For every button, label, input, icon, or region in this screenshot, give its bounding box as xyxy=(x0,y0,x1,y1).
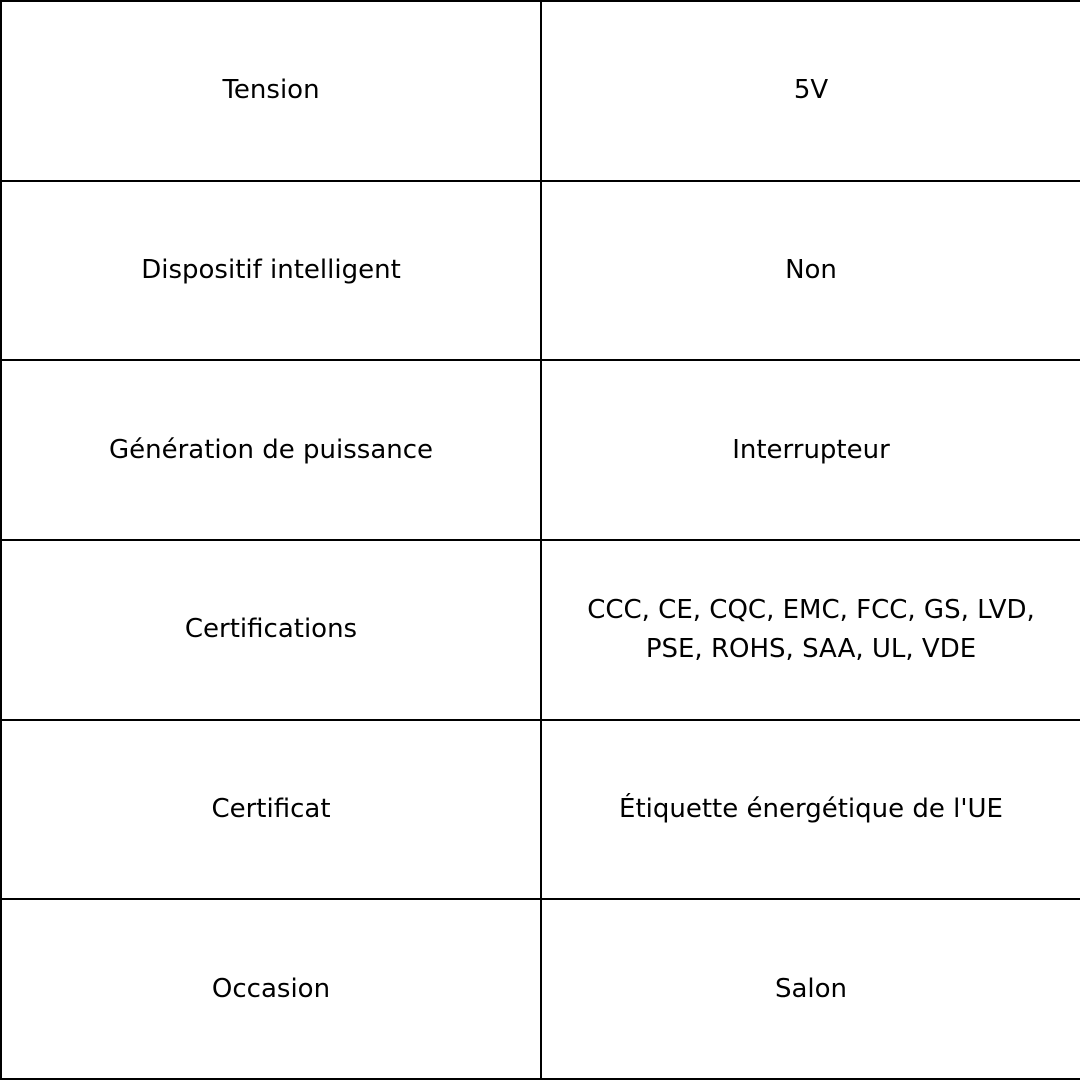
spec-value: Étiquette énergétique de l'UE xyxy=(541,720,1080,900)
specification-table-body xyxy=(1,1,1080,1079)
table-row xyxy=(1,540,1080,720)
table-row xyxy=(1,899,1080,1079)
table-row xyxy=(1,720,1080,900)
spec-value: CCC, CE, CQC, EMC, FCC, GS, LVD, PSE, ROHS, SAA, UL, VDE xyxy=(541,540,1080,720)
spec-value: Salon xyxy=(541,899,1080,1079)
spec-label: Dispositif intelligent xyxy=(1,181,541,361)
spec-value: 5V xyxy=(541,1,1080,181)
table-row xyxy=(1,181,1080,361)
spec-label: Certificat xyxy=(1,720,541,900)
spec-label: Occasion xyxy=(1,899,541,1079)
spec-value: Non xyxy=(541,181,1080,361)
spec-label: Certifications xyxy=(1,540,541,720)
spec-label: Tension xyxy=(1,1,541,181)
table-row xyxy=(1,1,1080,181)
spec-label: Génération de puissance xyxy=(1,360,541,540)
spec-value: Interrupteur xyxy=(541,360,1080,540)
table-row xyxy=(1,360,1080,540)
